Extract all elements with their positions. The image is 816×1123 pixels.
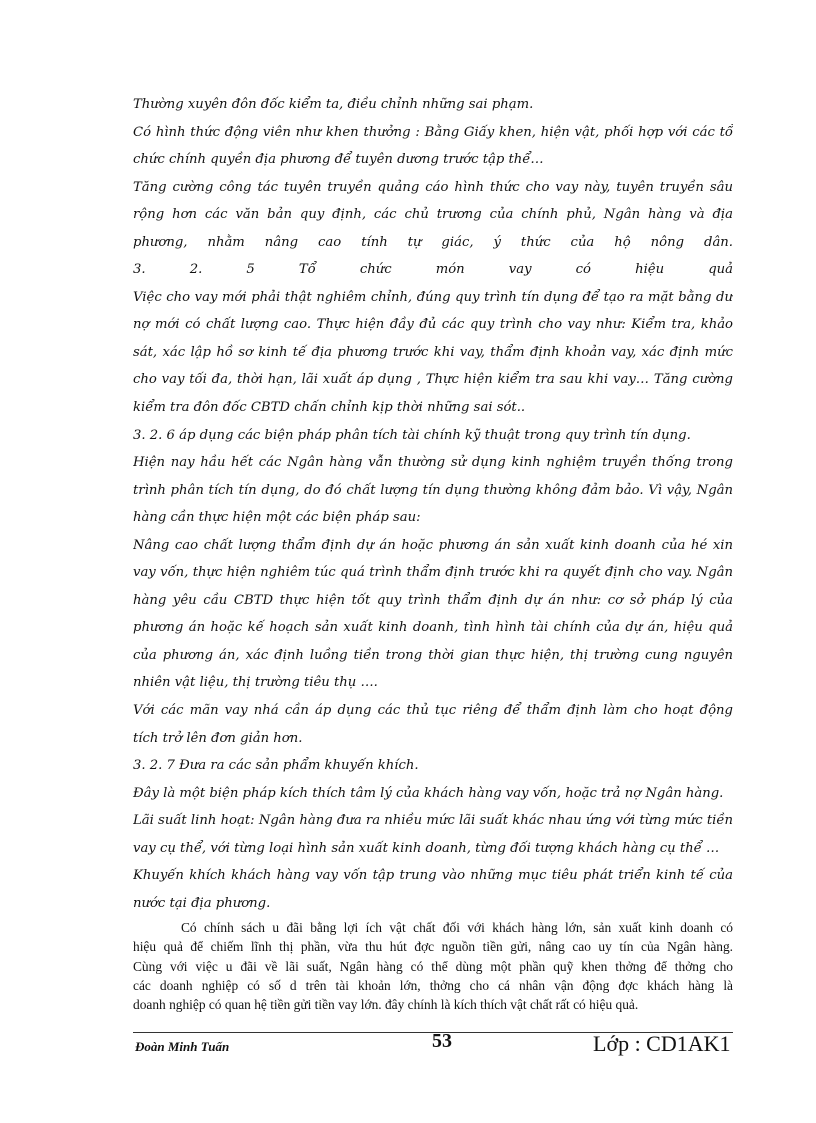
paragraph-line: Cùng với việc u đãi về lãi suất, Ngân hàng có thể dùng một phần quỹ khen thởng để thởng cho — [133, 958, 733, 974]
body-line: hàng cần thực hiện một các biện pháp sau: — [133, 510, 421, 526]
body-line: vay vốn, thực hiện nghiêm túc quá trình thẩm định trước khi ra quyết định cho vay. Ngân — [133, 565, 733, 581]
body-line: Với các mãn vay nhá cần áp dụng các thủ tục riêng để thẩm định làm cho hoạt động — [133, 703, 733, 719]
body-line: phương, nhằm nâng cao tính tự giác, ý thức của hộ nông dân. — [133, 234, 733, 250]
body-line: hàng yêu cầu CBTD thực hiện tốt quy trình thẩm định dự án như: cơ sở pháp lý của — [133, 592, 733, 608]
body-line: vay cụ thể, với từng loại hình sản xuất kinh doanh, từng đối tượng khách hàng cụ thể … — [133, 840, 720, 856]
paragraph-line: Có chính sách u đãi bằng lợi ích vật chất đối với khách hàng lớn, sản xuất kinh doanh có — [181, 920, 733, 935]
body-line: Khuyến khích khách hàng vay vốn tập trung vào những mục tiêu phát triển kinh tế của — [133, 868, 733, 884]
body-line: Nâng cao chất lượng thẩm định dự án hoặc phương án sản xuất kinh doanh của hé xin — [133, 537, 733, 553]
body-line: của phương án, xác định luồng tiền trong thời gian thực hiện, thị trường cung nguyên — [133, 647, 733, 663]
body-line: nước tại địa phương. — [133, 895, 271, 911]
body-line: sát, xác lập hồ sơ kinh tế địa phương trước khi vay, thẩm định khoản vay, xác định mức — [133, 344, 733, 360]
body-line: nhiên vật liệu, thị trường tiêu thụ …. — [133, 675, 378, 691]
body-line: nợ mới có chất lượng cao. Thực hiện đầy đủ các quy trình cho vay như: Kiểm tra, khảo — [133, 317, 733, 333]
paragraph-line: hiệu quả để chiếm lĩnh thị phần, vừa thu hút đợc nguồn tiền gửi, nâng cao uy tín của Ngân hàng. — [133, 939, 733, 955]
section-heading: 3. 2. 5 Tổ chức món vay có hiệu quả — [133, 262, 733, 278]
body-line: Có hình thức động viên như khen thưởng : Bằng Giấy khen, hiện vật, phối hợp với các tổ — [133, 124, 733, 140]
body-line: Lãi suất linh hoạt: Ngân hàng đưa ra nhiều mức lãi suất khác nhau ứng với từng mức tiền — [133, 813, 733, 829]
body-line: cho vay tối đa, thời hạn, lãi xuất áp dụng , Thực hiện kiểm tra sau khi vay… Tăng cường — [133, 372, 733, 388]
paragraph-line: các doanh nghiệp có số d trên tài khoản lớn, thởng cho cá nhân vận động đợc khách hàng là — [133, 977, 733, 993]
footer-class-label: Lớp : CD1AK1 — [593, 1031, 731, 1056]
footer-author: Đoàn Minh Tuấn — [135, 1039, 230, 1054]
body-line: tích trở lên đơn giản hơn. — [133, 730, 303, 746]
paragraph-line: doanh nghiệp có quan hệ tiền gửi tiền vay lớn. đây chính là kích thích vật chất rất có hiệu quả. — [133, 997, 639, 1013]
body-line: Thường xuyên đôn đốc kiểm ta, điều chỉnh những sai phạm. — [133, 97, 534, 112]
body-line: rộng hơn các văn bản quy định, các chủ trương của chính phủ, Ngân hàng và địa — [133, 207, 733, 223]
body-line: phương án hoặc kế hoạch sản xuất kinh doanh, tình hình tài chính của dự án, hiệu quả — [133, 620, 733, 636]
page-number: 53 — [432, 1030, 452, 1052]
body-line: Việc cho vay mới phải thật nghiêm chỉnh, đúng quy trình tín dụng để tạo ra mặt bằng dư — [133, 289, 733, 305]
body-line: Đây là một biện pháp kích thích tâm lý của khách hàng vay vốn, hoặc trả nợ Ngân hàng. — [133, 785, 724, 801]
section-heading: 3. 2. 6 áp dụng các biện pháp phân tích tài chính kỹ thuật trong quy trình tín dụng. — [133, 427, 691, 443]
body-line: Hiện nay hầu hết các Ngân hàng vẫn thường sử dụng kinh nghiệm truyền thống trong — [133, 455, 733, 471]
body-line: trình phân tích tín dụng, do đó chất lượng tín dụng thường không đảm bảo. Vì vậy, Ngân — [133, 482, 733, 498]
italic-body — [133, 91, 733, 917]
body-line: kiểm tra đôn đốc CBTD chấn chỉnh kịp thời những sai sót.. — [133, 400, 526, 416]
body-line: chức chính quyền địa phương để tuyên dương trước tập thể… — [133, 152, 544, 168]
section-heading: 3. 2. 7 Đưa ra các sản phẩm khuyến khích. — [133, 758, 419, 774]
body-line: Tăng cường công tác tuyên truyền quảng cáo hình thức cho vay này, tuyên truyền sâu — [133, 179, 733, 195]
plain-paragraph — [133, 918, 733, 1014]
